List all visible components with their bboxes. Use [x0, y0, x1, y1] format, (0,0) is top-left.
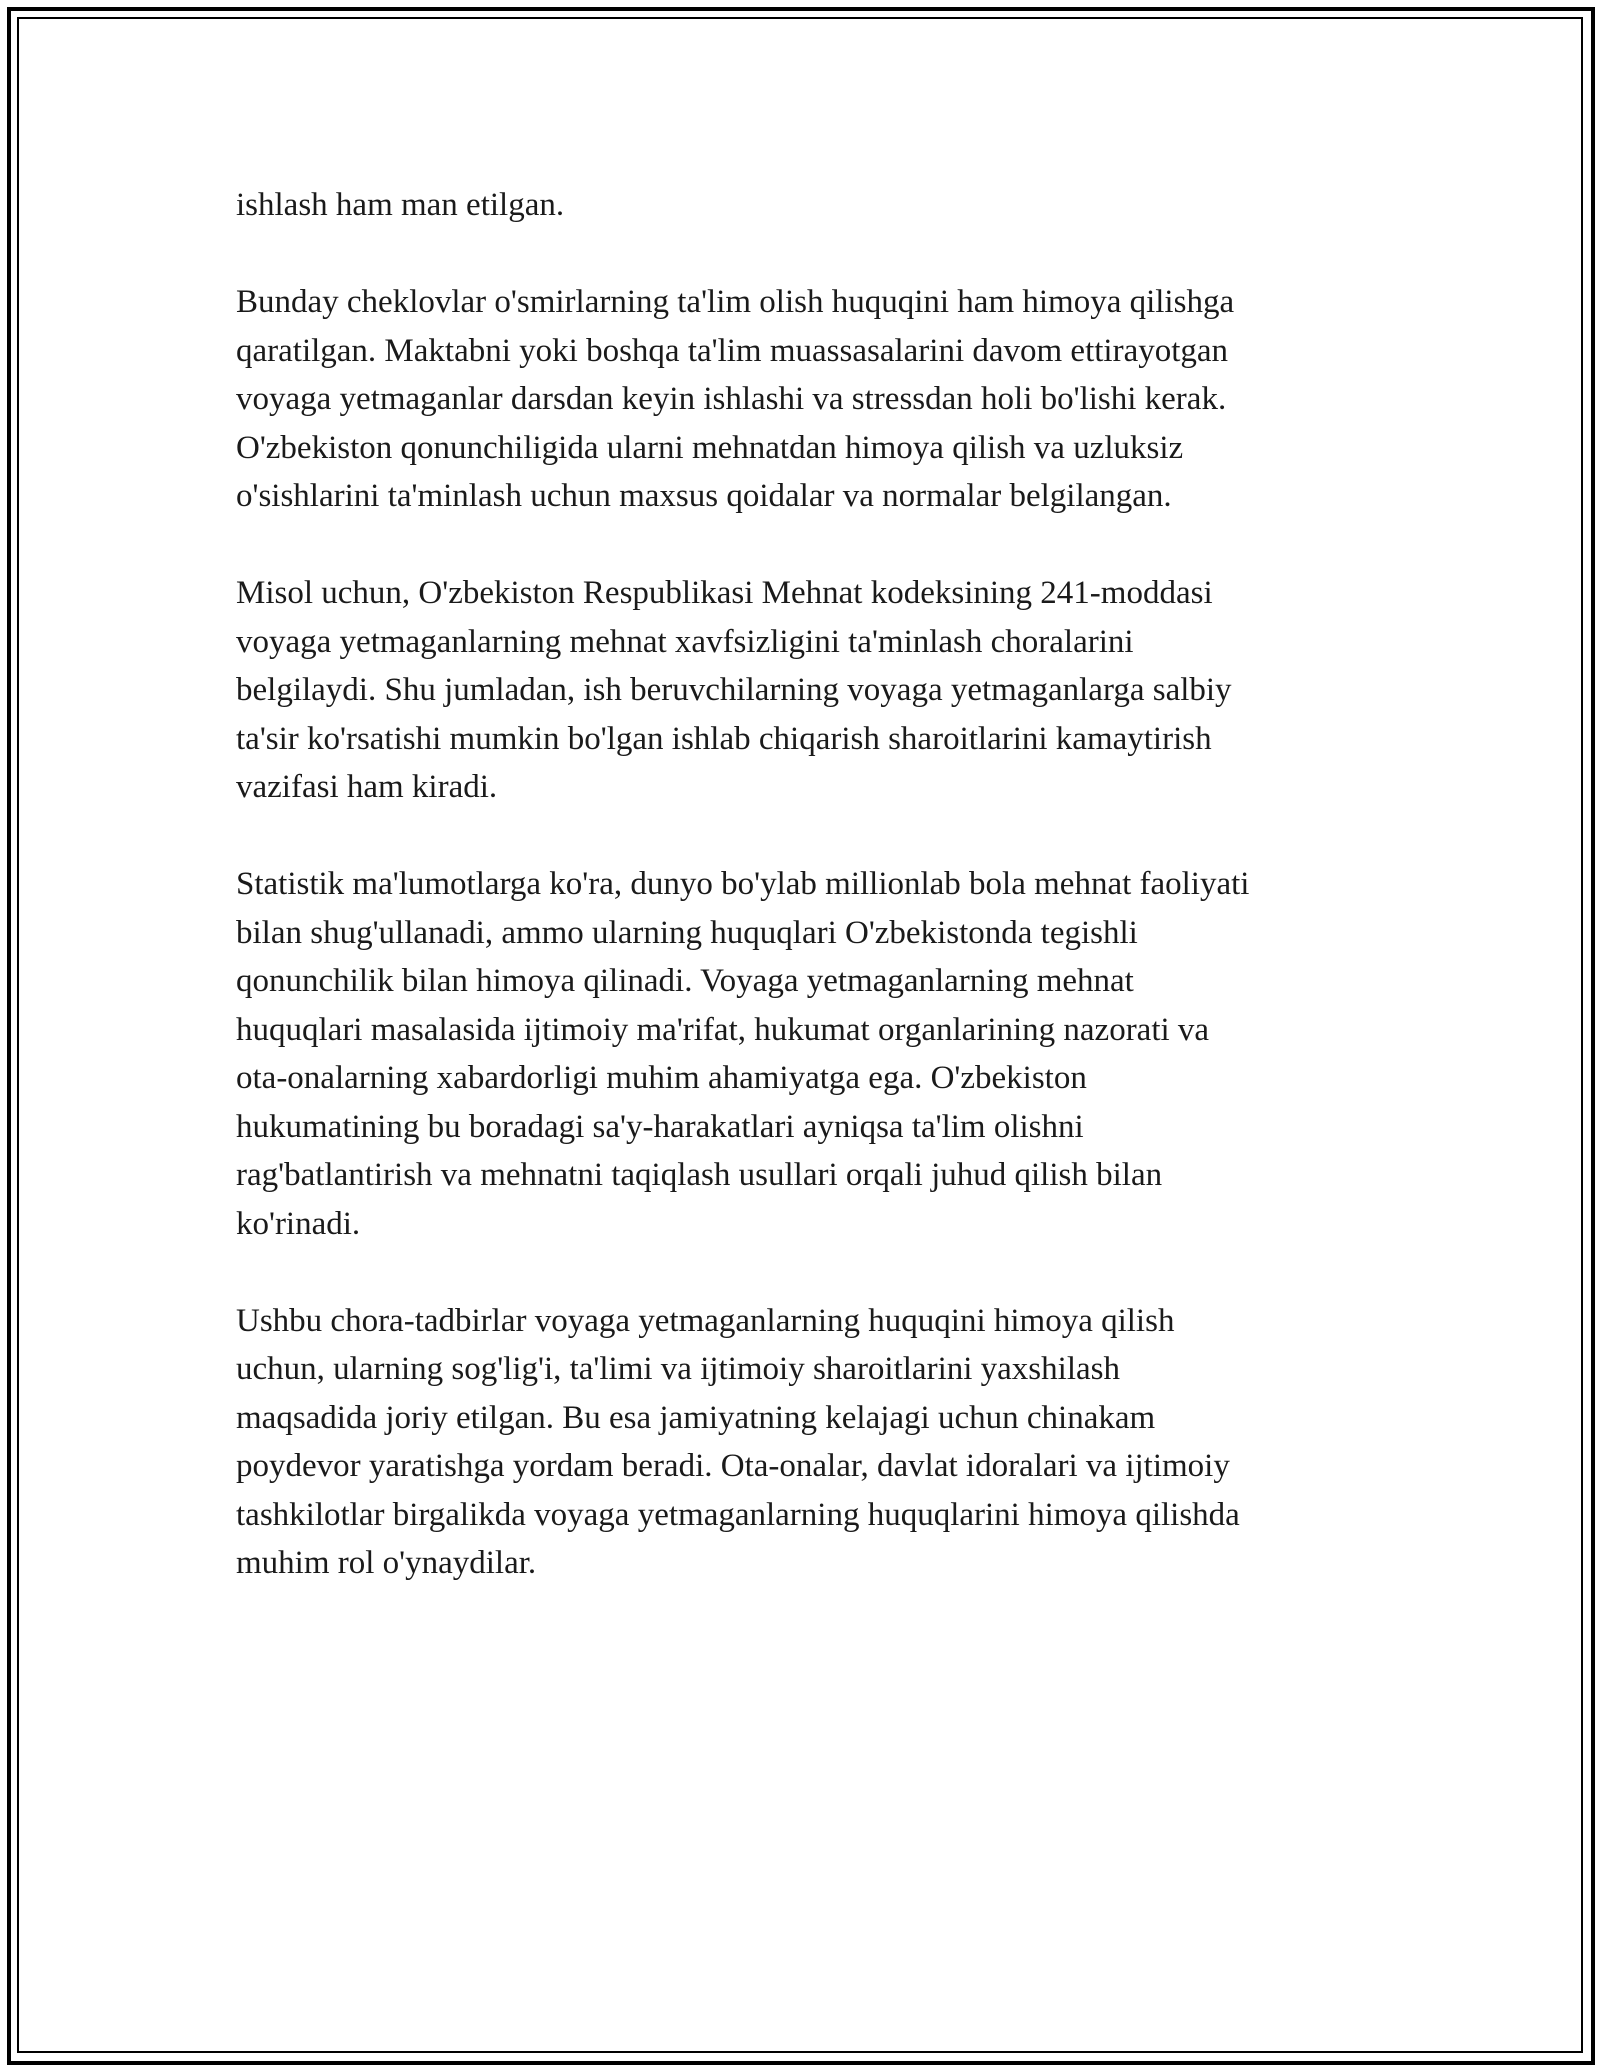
paragraph-5: Ushbu chora-tadbirlar voyaga yetmaganlarning huquqini himoya qilish uchun, ularning sog'lig'i, ta'limi va ijtimoiy sharoitlarini yaxshilash maqsadida joriy etilgan. Bu esa jamiyatning kelajagi uchun chinakam poydevor yaratishga yordam beradi. Ota-onalar, davlat idoralari va ijtimoiy tashkilotlar birgalikda voyaga yetmaganlarning huquqlarini himoya qilishda muhim rol o'ynaydilar.: [236, 1302, 1240, 1581]
paragraph-4: Statistik ma'lumotlarga ko'ra, dunyo bo'ylab millionlab bola mehnat faoliyati bilan shug'ullanadi, ammo ularning huquqlari O'zbekistonda tegishli qonunchilik bilan himoya qilinadi. Voyaga yetmaganlarning mehnat huquqlari masalasida ijtimoiy ma'rifat, hukumat organlarining nazorati va ota-onalarning xabardorligi muhim ahamiyatga ega. O'zbekiston hukumatining bu boradagi sa'y-harakatlari ayniqsa ta'lim olishni rag'batlantirish va mehnatni taqiqlash usullari orqali juhud qilish bilan ko'rinadi.: [236, 866, 1250, 1242]
paragraph-1: ishlash ham man etilgan.: [236, 187, 565, 223]
paragraph-3: Misol uchun, O'zbekiston Respublikasi Mehnat kodeksining 241-moddasi voyaga yetmaganlarning mehnat xavfsizligini ta'minlash choralarini belgilaydi. Shu jumladan, ish beruvchilarning voyaga yetmaganlarga salbiy ta'sir ko'rsatishi mumkin bo'lgan ishlab chiqarish sharoitlarini kamaytirish vazifasi ham kiradi.: [236, 575, 1232, 805]
document-body: [236, 181, 1366, 1636]
paragraph-2: Bunday cheklovlar o'smirlarning ta'lim olish huquqini ham himoya qilishga qaratilgan. Maktabni yoki boshqa ta'lim muassasalarini davom ettirayotgan voyaga yetmaganlar darsdan keyin ishlashi va stressdan holi bo'lishi kerak. O'zbekiston qonunchiligida ularni mehnatdan himoya qilish va uzluksiz o'sishlarini ta'minlash uchun maxsus qoidalar va normalar belgilangan.: [236, 284, 1235, 514]
